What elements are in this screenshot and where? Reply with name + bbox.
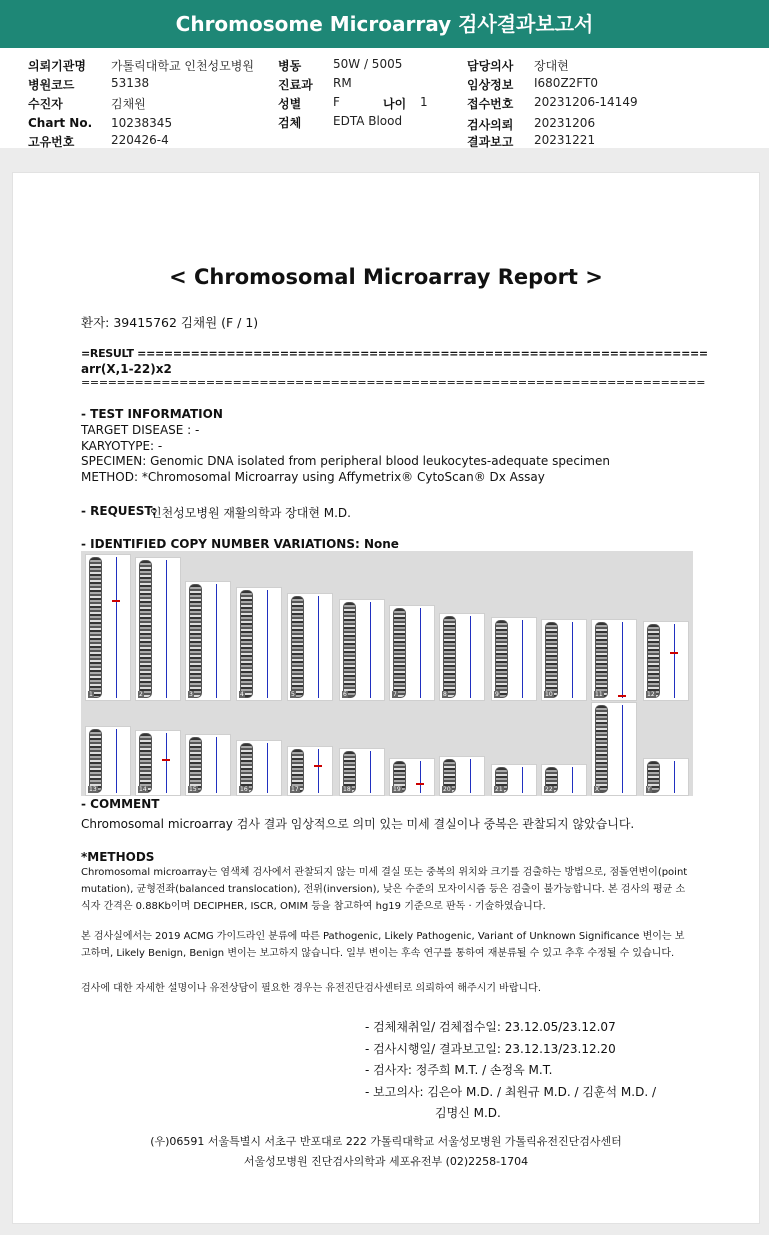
marker-tick — [112, 600, 120, 602]
marker-tick — [416, 783, 424, 785]
field-label: 의뢰기관명 — [28, 59, 86, 73]
field-value: 10238345 — [111, 116, 173, 130]
chromosome-label: 12 — [647, 691, 655, 698]
chromosome-panel-Y — [643, 758, 689, 796]
methods-paragraph-1: Chromosomal microarray는 염색체 검사에서 관찰되지 않는 미세 결실 또는 중복의 위치와 크기를 검출하는 방법으로, 점돌연변이(point mutation), 균형전좌(balanced translocation), 전위(inversion), 낮은 수준의 모자이시즘 등은 검출이 불가능합니다. 본 검사의 평균 소식자 간격은 0.88Kb이며 DECIPHER, ISCR, OMIM 등을 참고하여 hg19 기준으로 판독 · 기술하였습니다. — [81, 867, 688, 912]
chromosome-label: 2 — [139, 691, 143, 698]
field-label: 수진자 — [28, 97, 63, 111]
field-label: 병원코드 — [28, 78, 75, 92]
field-value: 1 — [420, 95, 428, 109]
chromosome-label: 6 — [343, 691, 347, 698]
chromosome-label: 4 — [240, 691, 244, 698]
chromosome-panel-8 — [439, 613, 485, 701]
chromosome-ideogram — [343, 602, 356, 698]
copy-number-line — [116, 557, 117, 698]
chromosome-ideogram — [139, 733, 152, 793]
sign-collect: - 검체채취일/ 검체접수일: 23.12.05/23.12.07 — [365, 1020, 616, 1034]
field-value: 53138 — [111, 76, 150, 90]
chromosome-label: 3 — [189, 691, 193, 698]
chromosome-panel-5 — [287, 593, 333, 701]
marker-tick — [162, 759, 170, 761]
field-value: EDTA Blood — [333, 114, 403, 128]
field-value: 20231221 — [534, 133, 596, 147]
chromosome-panel-20 — [439, 756, 485, 796]
chromosome-panel-10 — [541, 619, 587, 701]
chromosome-ideogram — [393, 608, 406, 698]
chromosome-label: 10 — [545, 691, 553, 698]
karyogram-image — [81, 551, 693, 796]
result-header: =RESULT ================================================================ — [81, 347, 708, 360]
chromosome-panel-9 — [491, 617, 537, 701]
footer-contact: 서울성모병원 진단검사의학과 세포유전부 (02)2258-1704 — [243, 1155, 529, 1168]
method: METHOD: *Chromosomal Microarray using Affymetrix® CytoScan® Dx Assay — [81, 470, 545, 484]
chromosome-ideogram — [89, 557, 102, 698]
chromosome-panel-1 — [85, 554, 131, 701]
copy-number-line — [470, 616, 471, 698]
chromosome-panel-19 — [389, 758, 435, 796]
copy-number-line — [420, 761, 421, 793]
field-value: I680Z2FT0 — [534, 76, 598, 90]
patient-info-header — [0, 48, 769, 148]
chromosome-ideogram — [545, 622, 558, 698]
copy-number-line — [470, 759, 471, 793]
chromosome-label: 21 — [495, 786, 503, 793]
chromosome-label: 18 — [343, 786, 351, 793]
result-value: arr(X,1-22)x2 — [81, 362, 172, 376]
copy-number-line — [622, 622, 623, 698]
copy-number-line — [370, 751, 371, 793]
chromosome-ideogram — [291, 596, 304, 698]
footer-address: (우)06591 서울특별시 서초구 반포대로 222 가톨릭대학교 서울성모병원 가톨릭유전진단검사센터 — [150, 1135, 622, 1148]
report-header-bar — [0, 0, 769, 48]
karyotype: KARYOTYPE: - — [81, 439, 163, 453]
chromosome-panel-4 — [236, 587, 282, 701]
chromosome-label: 19 — [393, 786, 401, 793]
field-value: 220426-4 — [111, 133, 169, 147]
patient-line: 환자: 39415762 김채원 (F / 1) — [81, 315, 259, 330]
chromosome-label: 13 — [89, 786, 97, 793]
report-page — [12, 172, 760, 1224]
field-label: 결과보고 — [467, 135, 514, 149]
target-disease: TARGET DISEASE : - — [81, 423, 200, 437]
comment-heading: - COMMENT — [81, 797, 160, 811]
field-label: 검체 — [278, 116, 302, 130]
marker-tick — [618, 695, 626, 697]
chromosome-panel-15 — [185, 734, 231, 796]
methods-paragraph-2: 본 검사실에서는 2019 ACMG 가이드라인 분류에 따른 Pathogenic, Likely Pathogenic, Variant of Unknown Significance 변이는 보고하며, Likely Benign, Benign 변이는 보고하지 않습니다. 일부 변이는 후속 연구를 통하여 재분류될 수 있고 추후 수정될 수 있습니다. — [81, 931, 685, 959]
copy-number-line — [216, 584, 217, 698]
field-value: 20231206 — [534, 116, 596, 130]
field-label: 접수번호 — [467, 97, 514, 111]
copy-number-line — [420, 608, 421, 698]
copy-number-line — [622, 705, 623, 793]
chromosome-label: 17 — [291, 786, 299, 793]
field-label: 고유번호 — [28, 135, 75, 149]
chromosome-panel-17 — [287, 746, 333, 796]
chromosome-label: 16 — [240, 786, 248, 793]
chromosome-ideogram — [189, 737, 202, 793]
sign-doctors: - 보고의사: 김은아 M.D. / 최원규 M.D. / 김훈석 M.D. / — [365, 1085, 657, 1099]
marker-tick — [314, 765, 322, 767]
test-info-heading: - TEST INFORMATION — [81, 407, 223, 421]
methods-paragraph-3: 검사에 대한 자세한 설명이나 유전상담이 필요한 경우는 유전진단검사센터로 의뢰하여 해주시기 바랍니다. — [81, 983, 542, 994]
field-value: RM — [333, 76, 352, 90]
chromosome-panel-6 — [339, 599, 385, 701]
chromosome-label: 15 — [189, 786, 197, 793]
chromosome-panel-22 — [541, 764, 587, 796]
chromosome-ideogram — [240, 590, 253, 698]
field-label: 성별 — [278, 97, 302, 111]
copy-number-line — [318, 749, 319, 793]
chromosome-label: 20 — [443, 786, 451, 793]
cnv-heading: - IDENTIFIED COPY NUMBER VARIATIONS: None — [81, 537, 399, 551]
comment-text: Chromosomal microarray 검사 결과 임상적으로 의미 있는 미세 결실이나 중복은 관찰되지 않았습니다. — [81, 817, 635, 831]
chromosome-label: 9 — [495, 691, 499, 698]
sign-test: - 검사시행일/ 결과보고일: 23.12.13/23.12.20 — [365, 1042, 616, 1056]
field-label: 나이 — [383, 97, 407, 111]
field-label: 검사의뢰 — [467, 118, 514, 132]
chromosome-ideogram — [139, 560, 152, 698]
chromosome-ideogram — [647, 624, 660, 698]
chromosome-panel-3 — [185, 581, 231, 701]
copy-number-line — [674, 761, 675, 793]
sign-tester: - 검사자: 정주희 M.T. / 손정옥 M.T. — [365, 1063, 553, 1077]
chromosome-panel-X — [591, 702, 637, 796]
copy-number-line — [572, 622, 573, 698]
copy-number-line — [572, 767, 573, 793]
chromosome-label: 22 — [545, 786, 553, 793]
field-value: 20231206-14149 — [534, 95, 638, 109]
chromosome-label: 8 — [443, 691, 447, 698]
chromosome-ideogram — [189, 584, 202, 698]
field-value: 김채원 — [111, 97, 146, 111]
chromosome-label: 5 — [291, 691, 295, 698]
chromosome-ideogram — [495, 620, 508, 698]
chromosome-panel-21 — [491, 764, 537, 796]
chromosome-panel-11 — [591, 619, 637, 701]
sign-doctors-cont: 김명신 M.D. — [435, 1106, 501, 1120]
field-value: F — [333, 95, 340, 109]
copy-number-line — [216, 737, 217, 793]
field-value: 50W / 5005 — [333, 57, 403, 71]
copy-number-line — [318, 596, 319, 698]
field-label: 진료과 — [278, 78, 313, 92]
chromosome-label: 1 — [89, 691, 93, 698]
marker-tick — [670, 652, 678, 654]
copy-number-line — [267, 743, 268, 793]
copy-number-line — [674, 624, 675, 698]
chromosome-panel-7 — [389, 605, 435, 701]
result-rule: ====================================================================== — [81, 376, 706, 389]
chromosome-ideogram — [595, 705, 608, 793]
specimen: SPECIMEN: Genomic DNA isolated from peripheral blood leukocytes-adequate specimen — [81, 454, 610, 468]
chromosome-panel-2 — [135, 557, 181, 701]
methods-heading: *METHODS — [81, 850, 155, 864]
chromosome-panel-14 — [135, 730, 181, 796]
chromosome-label: 11 — [595, 691, 603, 698]
chromosome-ideogram — [89, 729, 102, 793]
report-header-title: Chromosome Microarray 검사결과보고서 — [175, 12, 594, 36]
copy-number-line — [166, 733, 167, 793]
report-title: < Chromosomal Microarray Report > — [169, 265, 603, 289]
chromosome-panel-12 — [643, 621, 689, 701]
field-label: 병동 — [278, 59, 302, 73]
copy-number-line — [370, 602, 371, 698]
chromosome-label: X — [595, 786, 600, 793]
chromosome-panel-18 — [339, 748, 385, 796]
copy-number-line — [267, 590, 268, 698]
copy-number-line — [116, 729, 117, 793]
field-label: Chart No. — [28, 116, 93, 130]
chromosome-ideogram — [443, 616, 456, 698]
field-label: 임상정보 — [467, 78, 514, 92]
chromosome-label: 14 — [139, 786, 147, 793]
request-label: - REQUEST: — [81, 504, 157, 518]
request-value: 인천성모병원 재활의학과 장대현 M.D. — [150, 506, 351, 520]
copy-number-line — [522, 767, 523, 793]
field-value: 가톨릭대학교 인천성모병원 — [111, 59, 254, 73]
field-label: 담당의사 — [467, 59, 514, 73]
chromosome-panel-13 — [85, 726, 131, 796]
copy-number-line — [166, 560, 167, 698]
chromosome-ideogram — [595, 622, 608, 698]
chromosome-label: 7 — [393, 691, 397, 698]
field-value: 장대현 — [534, 59, 569, 73]
chromosome-label: Y — [647, 786, 651, 793]
copy-number-line — [522, 620, 523, 698]
chromosome-panel-16 — [236, 740, 282, 796]
